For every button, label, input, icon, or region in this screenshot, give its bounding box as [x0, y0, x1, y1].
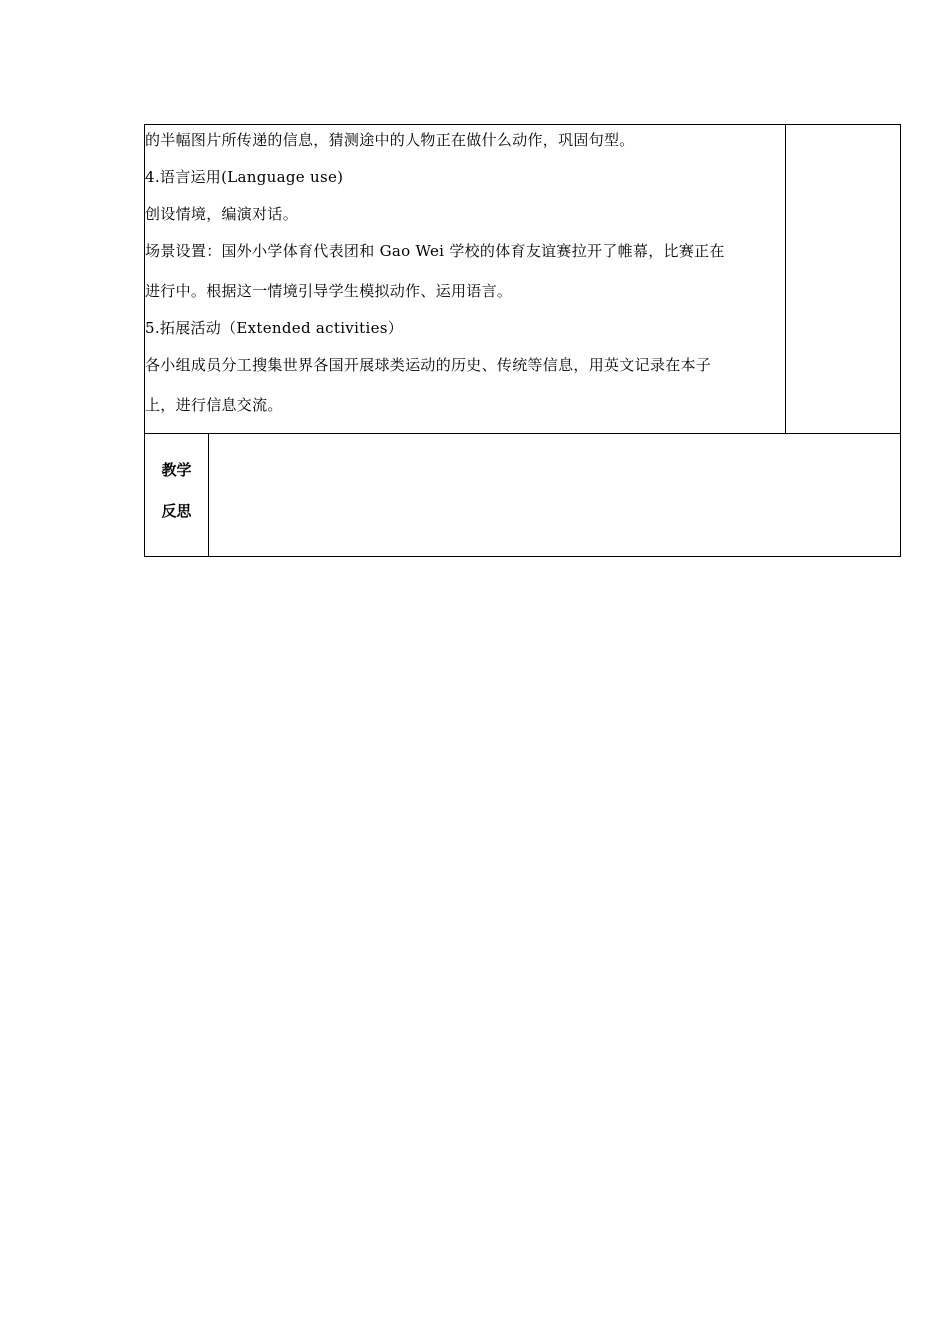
teaching-process-row	[145, 125, 901, 434]
reflection-label-line-2: 反思	[161, 502, 192, 520]
teaching-process-cell	[145, 125, 786, 434]
process-line-7: 各小组成员分工搜集世界各国开展球类运动的历史、传统等信息，用英文记录在本子	[145, 356, 712, 374]
process-line-6: 5.拓展活动（Extended activities）	[145, 319, 404, 337]
reflection-row	[145, 434, 901, 557]
process-line-1: 的半幅图片所传递的信息，猜测途中的人物正在做什么动作，巩固句型。	[145, 131, 635, 149]
side-notes-cell	[786, 125, 901, 434]
reflection-label-line-1: 教学	[161, 461, 192, 479]
process-line-5: 进行中。根据这一情境引导学生模拟动作、运用语言。	[145, 282, 513, 300]
process-line-2: 4.语言运用(Language use)	[145, 168, 344, 186]
process-line-4: 场景设置：国外小学体育代表团和 Gao Wei 学校的体育友谊赛拉开了帷幕，比赛正在	[145, 242, 725, 260]
reflection-label-cell	[145, 434, 209, 557]
process-line-3: 创设情境，编演对话。	[145, 205, 299, 223]
lesson-plan-table	[144, 124, 901, 557]
process-line-8: 上，进行信息交流。	[145, 396, 283, 414]
reflection-content-cell	[209, 434, 901, 557]
